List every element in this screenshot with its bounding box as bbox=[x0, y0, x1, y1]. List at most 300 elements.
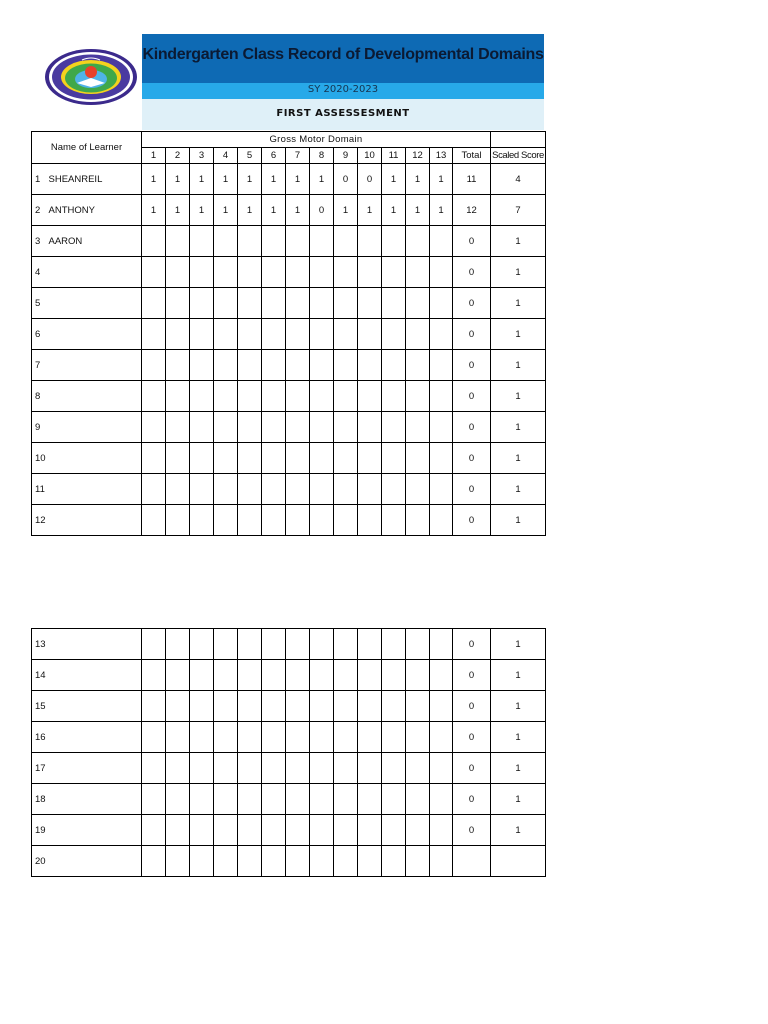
item-score-cell[interactable] bbox=[142, 505, 166, 536]
item-score-cell[interactable] bbox=[334, 815, 358, 846]
item-score-cell[interactable] bbox=[310, 474, 334, 505]
table-row bbox=[32, 784, 546, 815]
item-score-cell[interactable] bbox=[262, 257, 286, 288]
item-score-cell[interactable] bbox=[430, 505, 453, 536]
item-score-cell[interactable] bbox=[238, 319, 262, 350]
item-score-cell[interactable] bbox=[382, 691, 406, 722]
item-score-cell[interactable] bbox=[238, 226, 262, 257]
item-score-cell[interactable] bbox=[382, 412, 406, 443]
item-score-cell[interactable] bbox=[166, 412, 190, 443]
assessment-title: FIRST ASSESSESMENT bbox=[276, 108, 410, 119]
item-score-cell[interactable] bbox=[358, 226, 382, 257]
item-score-cell[interactable] bbox=[430, 722, 453, 753]
item-score-cell[interactable] bbox=[310, 846, 334, 877]
item-score-cell[interactable]: 1 bbox=[430, 195, 453, 226]
item-score-cell[interactable] bbox=[190, 474, 214, 505]
total-cell: 0 bbox=[453, 660, 491, 691]
item-score-cell[interactable] bbox=[190, 226, 214, 257]
item-score-cell[interactable] bbox=[142, 443, 166, 474]
item-score-cell[interactable] bbox=[166, 257, 190, 288]
item-score-cell[interactable] bbox=[382, 226, 406, 257]
item-score-cell[interactable] bbox=[142, 784, 166, 815]
item-score-cell[interactable] bbox=[334, 505, 358, 536]
learner-name-cell[interactable]: ANTHONY bbox=[48, 195, 142, 226]
item-score-cell[interactable] bbox=[238, 660, 262, 691]
item-score-cell[interactable] bbox=[238, 846, 262, 877]
item-score-cell[interactable]: 0 bbox=[310, 195, 334, 226]
item-score-cell[interactable] bbox=[334, 846, 358, 877]
item-score-cell[interactable]: 1 bbox=[334, 195, 358, 226]
item-score-cell[interactable] bbox=[382, 443, 406, 474]
item-score-cell[interactable]: 1 bbox=[382, 164, 406, 195]
item-score-cell[interactable] bbox=[190, 350, 214, 381]
item-score-cell[interactable] bbox=[214, 846, 238, 877]
item-score-cell[interactable] bbox=[286, 815, 310, 846]
item-score-cell[interactable] bbox=[358, 443, 382, 474]
item-score-cell[interactable] bbox=[214, 629, 238, 660]
item-score-cell[interactable] bbox=[238, 815, 262, 846]
scaled-score-cell: 1 bbox=[491, 629, 546, 660]
item-score-cell[interactable] bbox=[382, 505, 406, 536]
item-score-cell[interactable] bbox=[358, 288, 382, 319]
item-score-cell[interactable]: 1 bbox=[238, 164, 262, 195]
item-score-cell[interactable] bbox=[286, 691, 310, 722]
item-score-cell[interactable] bbox=[286, 629, 310, 660]
item-score-cell[interactable] bbox=[238, 412, 262, 443]
item-score-cell[interactable] bbox=[334, 784, 358, 815]
item-score-cell[interactable] bbox=[334, 288, 358, 319]
item-score-cell[interactable] bbox=[334, 474, 358, 505]
item-score-cell[interactable] bbox=[214, 288, 238, 319]
item-score-cell[interactable] bbox=[286, 846, 310, 877]
item-score-cell[interactable] bbox=[334, 257, 358, 288]
item-score-cell[interactable] bbox=[286, 443, 310, 474]
item-score-cell[interactable] bbox=[238, 691, 262, 722]
item-score-cell[interactable] bbox=[214, 753, 238, 784]
learner-name-cell[interactable]: AARON bbox=[48, 226, 142, 257]
item-score-cell[interactable] bbox=[262, 629, 286, 660]
item-score-cell[interactable] bbox=[358, 257, 382, 288]
item-score-cell[interactable] bbox=[406, 815, 430, 846]
item-score-cell[interactable] bbox=[262, 350, 286, 381]
total-cell: 0 bbox=[453, 381, 491, 412]
item-header: 3 bbox=[190, 148, 214, 164]
item-score-cell[interactable] bbox=[286, 722, 310, 753]
item-score-cell[interactable] bbox=[406, 846, 430, 877]
item-score-cell[interactable] bbox=[262, 226, 286, 257]
item-score-cell[interactable] bbox=[142, 846, 166, 877]
item-score-cell[interactable] bbox=[382, 288, 406, 319]
item-score-cell[interactable] bbox=[382, 629, 406, 660]
item-score-cell[interactable] bbox=[214, 722, 238, 753]
item-score-cell[interactable] bbox=[238, 443, 262, 474]
item-score-cell[interactable] bbox=[406, 722, 430, 753]
item-score-cell[interactable] bbox=[286, 412, 310, 443]
item-score-cell[interactable] bbox=[430, 350, 453, 381]
row-number: 10 bbox=[32, 443, 48, 474]
item-score-cell[interactable]: 1 bbox=[286, 164, 310, 195]
item-score-cell[interactable]: 1 bbox=[142, 195, 166, 226]
item-score-cell[interactable] bbox=[310, 257, 334, 288]
scaled-score-cell: 1 bbox=[491, 319, 546, 350]
item-score-cell[interactable] bbox=[430, 257, 453, 288]
item-score-cell[interactable] bbox=[142, 722, 166, 753]
scaled-score-cell: 4 bbox=[491, 164, 546, 195]
learner-name-cell[interactable]: SHEANREIL bbox=[48, 164, 142, 195]
item-score-cell[interactable] bbox=[358, 815, 382, 846]
item-score-cell[interactable]: 1 bbox=[382, 195, 406, 226]
item-score-cell[interactable] bbox=[190, 381, 214, 412]
item-score-cell[interactable] bbox=[286, 350, 310, 381]
item-score-cell[interactable] bbox=[262, 846, 286, 877]
item-score-cell[interactable] bbox=[310, 505, 334, 536]
item-score-cell[interactable] bbox=[166, 226, 190, 257]
item-score-cell[interactable] bbox=[142, 660, 166, 691]
item-score-cell[interactable] bbox=[310, 443, 334, 474]
item-score-cell[interactable]: 1 bbox=[166, 164, 190, 195]
item-score-cell[interactable] bbox=[310, 412, 334, 443]
item-score-cell[interactable] bbox=[190, 412, 214, 443]
learner-name-cell[interactable] bbox=[48, 257, 142, 288]
item-score-cell[interactable] bbox=[334, 350, 358, 381]
item-score-cell[interactable] bbox=[238, 381, 262, 412]
table-row bbox=[32, 474, 546, 505]
item-score-cell[interactable] bbox=[334, 722, 358, 753]
item-score-cell[interactable] bbox=[214, 443, 238, 474]
item-score-cell[interactable] bbox=[358, 350, 382, 381]
item-score-cell[interactable] bbox=[310, 381, 334, 412]
item-score-cell[interactable] bbox=[358, 505, 382, 536]
item-score-cell[interactable] bbox=[310, 350, 334, 381]
item-score-cell[interactable] bbox=[358, 846, 382, 877]
item-score-cell[interactable] bbox=[262, 288, 286, 319]
item-score-cell[interactable] bbox=[190, 443, 214, 474]
item-score-cell[interactable] bbox=[382, 660, 406, 691]
item-score-cell[interactable] bbox=[190, 505, 214, 536]
item-header: 7 bbox=[286, 148, 310, 164]
item-score-cell[interactable] bbox=[166, 350, 190, 381]
item-score-cell[interactable] bbox=[406, 629, 430, 660]
item-score-cell[interactable] bbox=[430, 381, 453, 412]
item-score-cell[interactable] bbox=[238, 784, 262, 815]
item-score-cell[interactable] bbox=[214, 350, 238, 381]
item-score-cell[interactable] bbox=[166, 319, 190, 350]
item-score-cell[interactable] bbox=[142, 257, 166, 288]
item-score-cell[interactable] bbox=[358, 784, 382, 815]
item-score-cell[interactable] bbox=[238, 505, 262, 536]
item-score-cell[interactable] bbox=[214, 815, 238, 846]
item-score-cell[interactable] bbox=[358, 722, 382, 753]
item-score-cell[interactable] bbox=[238, 722, 262, 753]
item-score-cell[interactable] bbox=[406, 505, 430, 536]
learner-name-cell[interactable] bbox=[48, 722, 142, 753]
item-score-cell[interactable] bbox=[142, 226, 166, 257]
item-score-cell[interactable] bbox=[310, 629, 334, 660]
item-score-cell[interactable] bbox=[310, 319, 334, 350]
learner-name-cell[interactable] bbox=[48, 474, 142, 505]
item-score-cell[interactable]: 1 bbox=[310, 164, 334, 195]
item-score-cell[interactable] bbox=[430, 226, 453, 257]
item-score-cell[interactable] bbox=[166, 629, 190, 660]
item-score-cell[interactable] bbox=[262, 784, 286, 815]
item-score-cell[interactable] bbox=[262, 474, 286, 505]
learner-name-cell[interactable] bbox=[48, 350, 142, 381]
item-score-cell[interactable] bbox=[142, 691, 166, 722]
item-header: 8 bbox=[310, 148, 334, 164]
item-score-cell[interactable] bbox=[310, 753, 334, 784]
item-score-cell[interactable] bbox=[382, 350, 406, 381]
row-number: 12 bbox=[32, 505, 48, 536]
item-score-cell[interactable] bbox=[286, 226, 310, 257]
item-score-cell[interactable] bbox=[430, 815, 453, 846]
item-score-cell[interactable] bbox=[142, 474, 166, 505]
item-score-cell[interactable] bbox=[382, 257, 406, 288]
school-year-band bbox=[142, 83, 544, 99]
item-score-cell[interactable] bbox=[190, 846, 214, 877]
item-score-cell[interactable] bbox=[358, 319, 382, 350]
item-score-cell[interactable]: 1 bbox=[190, 164, 214, 195]
item-score-cell[interactable]: 1 bbox=[142, 164, 166, 195]
item-score-cell[interactable] bbox=[286, 474, 310, 505]
item-score-cell[interactable] bbox=[334, 319, 358, 350]
item-score-cell[interactable] bbox=[190, 784, 214, 815]
item-score-cell[interactable] bbox=[310, 815, 334, 846]
learner-name-cell[interactable] bbox=[48, 288, 142, 319]
item-score-cell[interactable] bbox=[214, 474, 238, 505]
item-score-cell[interactable] bbox=[214, 660, 238, 691]
item-score-cell[interactable]: 1 bbox=[214, 164, 238, 195]
item-score-cell[interactable] bbox=[190, 629, 214, 660]
item-score-cell[interactable] bbox=[142, 753, 166, 784]
item-score-cell[interactable] bbox=[334, 381, 358, 412]
item-score-cell[interactable] bbox=[166, 443, 190, 474]
item-score-cell[interactable] bbox=[190, 660, 214, 691]
item-score-cell[interactable] bbox=[166, 691, 190, 722]
learner-name-cell[interactable] bbox=[48, 505, 142, 536]
item-score-cell[interactable] bbox=[214, 691, 238, 722]
item-score-cell[interactable] bbox=[406, 784, 430, 815]
item-score-cell[interactable] bbox=[166, 784, 190, 815]
item-score-cell[interactable]: 1 bbox=[430, 164, 453, 195]
item-score-cell[interactable] bbox=[430, 691, 453, 722]
item-score-cell[interactable] bbox=[142, 815, 166, 846]
item-score-cell[interactable] bbox=[166, 753, 190, 784]
item-score-cell[interactable] bbox=[238, 350, 262, 381]
item-score-cell[interactable]: 1 bbox=[406, 164, 430, 195]
item-score-cell[interactable] bbox=[430, 412, 453, 443]
item-score-cell[interactable] bbox=[286, 257, 310, 288]
item-score-cell[interactable] bbox=[430, 443, 453, 474]
item-score-cell[interactable] bbox=[166, 474, 190, 505]
item-score-cell[interactable] bbox=[262, 660, 286, 691]
learner-name-cell[interactable] bbox=[48, 629, 142, 660]
item-score-cell[interactable] bbox=[166, 846, 190, 877]
item-score-cell[interactable] bbox=[166, 815, 190, 846]
item-score-cell[interactable] bbox=[262, 691, 286, 722]
item-score-cell[interactable] bbox=[358, 381, 382, 412]
item-score-cell[interactable]: 1 bbox=[190, 195, 214, 226]
item-score-cell[interactable] bbox=[166, 722, 190, 753]
item-header: 6 bbox=[262, 148, 286, 164]
item-score-cell[interactable]: 1 bbox=[286, 195, 310, 226]
item-score-cell[interactable] bbox=[334, 660, 358, 691]
item-score-cell[interactable] bbox=[214, 226, 238, 257]
learner-name-cell[interactable] bbox=[48, 691, 142, 722]
item-score-cell[interactable] bbox=[262, 722, 286, 753]
item-score-cell[interactable] bbox=[166, 381, 190, 412]
item-score-cell[interactable] bbox=[430, 784, 453, 815]
item-score-cell[interactable] bbox=[166, 505, 190, 536]
item-score-cell[interactable] bbox=[262, 319, 286, 350]
item-score-cell[interactable] bbox=[406, 753, 430, 784]
item-score-cell[interactable] bbox=[214, 319, 238, 350]
item-score-cell[interactable] bbox=[406, 691, 430, 722]
learner-name-cell[interactable] bbox=[48, 784, 142, 815]
item-score-cell[interactable] bbox=[382, 846, 406, 877]
item-score-cell[interactable] bbox=[406, 381, 430, 412]
scaled-score-cell: 1 bbox=[491, 257, 546, 288]
item-score-cell[interactable] bbox=[286, 319, 310, 350]
item-score-cell[interactable] bbox=[406, 412, 430, 443]
item-score-cell[interactable] bbox=[238, 257, 262, 288]
item-score-cell[interactable] bbox=[214, 412, 238, 443]
item-score-cell[interactable] bbox=[214, 257, 238, 288]
item-score-cell[interactable] bbox=[286, 381, 310, 412]
item-score-cell[interactable] bbox=[190, 691, 214, 722]
item-score-cell[interactable] bbox=[190, 257, 214, 288]
item-score-cell[interactable] bbox=[358, 753, 382, 784]
item-score-cell[interactable] bbox=[310, 226, 334, 257]
item-score-cell[interactable] bbox=[166, 288, 190, 319]
item-score-cell[interactable] bbox=[190, 288, 214, 319]
item-score-cell[interactable] bbox=[310, 784, 334, 815]
item-score-cell[interactable] bbox=[310, 722, 334, 753]
item-score-cell[interactable] bbox=[406, 319, 430, 350]
item-score-cell[interactable] bbox=[382, 784, 406, 815]
item-score-cell[interactable] bbox=[358, 412, 382, 443]
item-score-cell[interactable] bbox=[262, 505, 286, 536]
item-score-cell[interactable] bbox=[190, 815, 214, 846]
item-score-cell[interactable] bbox=[238, 753, 262, 784]
learner-name-cell[interactable] bbox=[48, 319, 142, 350]
item-score-cell[interactable] bbox=[190, 753, 214, 784]
learner-name-cell[interactable] bbox=[48, 443, 142, 474]
item-score-cell[interactable] bbox=[406, 288, 430, 319]
item-score-cell[interactable] bbox=[262, 815, 286, 846]
item-score-cell[interactable] bbox=[382, 381, 406, 412]
item-score-cell[interactable] bbox=[382, 753, 406, 784]
item-score-cell[interactable] bbox=[262, 412, 286, 443]
item-score-cell[interactable] bbox=[214, 381, 238, 412]
item-score-cell[interactable] bbox=[406, 660, 430, 691]
item-score-cell[interactable]: 1 bbox=[262, 195, 286, 226]
item-score-cell[interactable] bbox=[262, 381, 286, 412]
item-score-cell[interactable] bbox=[262, 443, 286, 474]
item-score-cell[interactable] bbox=[430, 660, 453, 691]
item-score-cell[interactable] bbox=[214, 505, 238, 536]
item-score-cell[interactable] bbox=[382, 722, 406, 753]
item-score-cell[interactable] bbox=[238, 629, 262, 660]
item-score-cell[interactable] bbox=[238, 474, 262, 505]
item-score-cell[interactable] bbox=[334, 753, 358, 784]
item-score-cell[interactable] bbox=[214, 784, 238, 815]
item-score-cell[interactable] bbox=[190, 722, 214, 753]
table-row bbox=[32, 257, 546, 288]
item-score-cell[interactable] bbox=[430, 846, 453, 877]
item-score-cell[interactable] bbox=[430, 319, 453, 350]
table-row bbox=[32, 195, 546, 226]
item-score-cell[interactable] bbox=[286, 505, 310, 536]
item-score-cell[interactable] bbox=[142, 629, 166, 660]
item-score-cell[interactable]: 0 bbox=[334, 164, 358, 195]
item-score-cell[interactable] bbox=[406, 350, 430, 381]
item-score-cell[interactable] bbox=[286, 288, 310, 319]
learner-name-cell[interactable] bbox=[48, 412, 142, 443]
item-score-cell[interactable] bbox=[334, 691, 358, 722]
learner-name-cell[interactable] bbox=[48, 381, 142, 412]
item-score-cell[interactable] bbox=[334, 629, 358, 660]
item-score-cell[interactable] bbox=[334, 443, 358, 474]
item-score-cell[interactable] bbox=[358, 691, 382, 722]
item-score-cell[interactable]: 1 bbox=[406, 195, 430, 226]
item-score-cell[interactable]: 1 bbox=[166, 195, 190, 226]
item-score-cell[interactable] bbox=[166, 660, 190, 691]
item-score-cell[interactable]: 1 bbox=[214, 195, 238, 226]
item-score-cell[interactable] bbox=[334, 412, 358, 443]
item-score-cell[interactable] bbox=[430, 474, 453, 505]
item-score-cell[interactable] bbox=[142, 288, 166, 319]
item-score-cell[interactable] bbox=[430, 629, 453, 660]
item-score-cell[interactable] bbox=[142, 412, 166, 443]
item-score-cell[interactable] bbox=[286, 784, 310, 815]
item-score-cell[interactable] bbox=[286, 660, 310, 691]
item-score-cell[interactable]: 1 bbox=[358, 195, 382, 226]
item-score-cell[interactable] bbox=[262, 753, 286, 784]
item-score-cell[interactable] bbox=[406, 257, 430, 288]
item-score-cell[interactable]: 1 bbox=[238, 195, 262, 226]
item-score-cell[interactable] bbox=[310, 691, 334, 722]
item-score-cell[interactable] bbox=[238, 288, 262, 319]
row-number: 5 bbox=[32, 288, 48, 319]
item-score-cell[interactable] bbox=[382, 474, 406, 505]
item-score-cell[interactable] bbox=[142, 381, 166, 412]
scaled-score-cell: 1 bbox=[491, 815, 546, 846]
item-score-cell[interactable] bbox=[142, 350, 166, 381]
item-score-cell[interactable] bbox=[430, 288, 453, 319]
item-score-cell[interactable] bbox=[406, 443, 430, 474]
learner-name-cell[interactable] bbox=[48, 846, 142, 877]
item-score-cell[interactable] bbox=[358, 629, 382, 660]
item-score-cell[interactable] bbox=[430, 753, 453, 784]
item-score-cell[interactable] bbox=[406, 226, 430, 257]
item-score-cell[interactable] bbox=[406, 474, 430, 505]
item-score-cell[interactable] bbox=[142, 319, 166, 350]
item-score-cell[interactable]: 1 bbox=[262, 164, 286, 195]
item-score-cell[interactable] bbox=[310, 660, 334, 691]
item-score-cell[interactable] bbox=[190, 319, 214, 350]
learner-name-cell[interactable] bbox=[48, 660, 142, 691]
item-score-cell[interactable] bbox=[286, 753, 310, 784]
learner-name-cell[interactable] bbox=[48, 815, 142, 846]
item-score-cell[interactable] bbox=[358, 474, 382, 505]
item-score-cell[interactable] bbox=[358, 660, 382, 691]
item-score-cell[interactable]: 0 bbox=[358, 164, 382, 195]
item-score-cell[interactable] bbox=[334, 226, 358, 257]
item-score-cell[interactable] bbox=[310, 288, 334, 319]
learner-name-cell[interactable] bbox=[48, 753, 142, 784]
item-score-cell[interactable] bbox=[382, 815, 406, 846]
item-score-cell[interactable] bbox=[382, 319, 406, 350]
